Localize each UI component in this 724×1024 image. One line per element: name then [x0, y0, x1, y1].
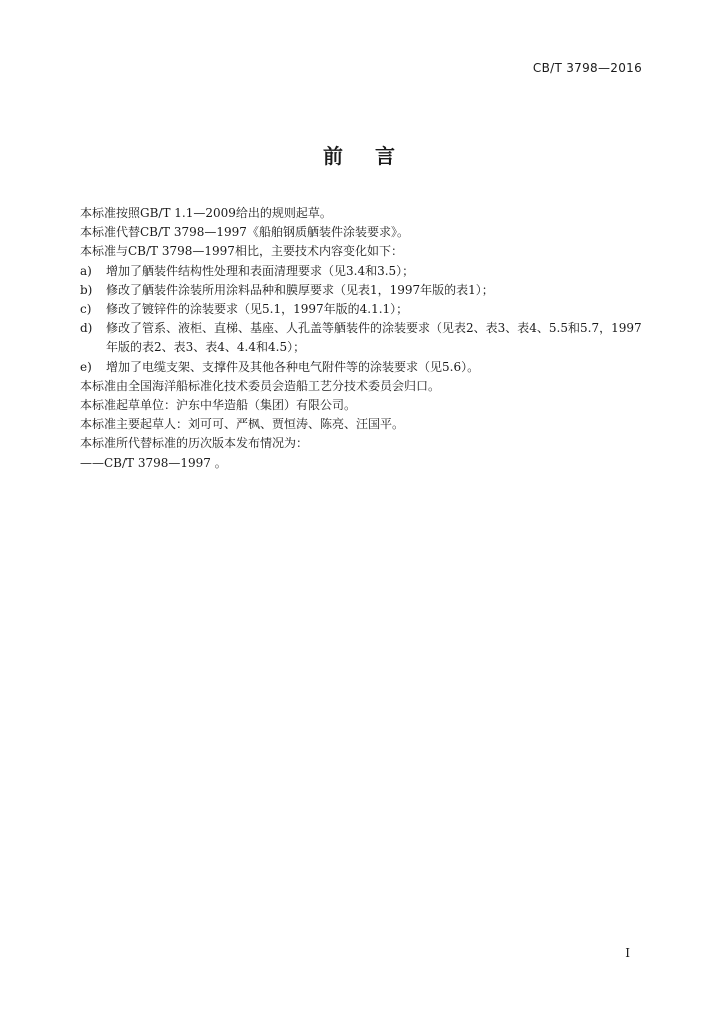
foreword-body: [80, 204, 646, 473]
list-item-change-b: [80, 281, 646, 300]
paragraph-drafting-unit: 本标准起草单位：沪东中华造船（集团）有限公司。: [80, 398, 357, 413]
page-number: I: [625, 946, 630, 960]
list-item-change-d: [80, 319, 646, 357]
paragraph-previous-edition-item: ——CB/T 3798—1997 。: [80, 455, 227, 470]
list-item-text: 修改了舾装件涂装所用涂料品种和膜厚要求（见表1，1997年版的表1）；: [106, 282, 494, 297]
list-marker: a): [80, 263, 92, 278]
paragraph-previous-editions: 本标准所代替标准的历次版本发布情况为：: [80, 436, 309, 451]
list-item-text: 增加了舾装件结构性处理和表面清理要求（见3.4和3.5）；: [106, 263, 415, 278]
list-marker: e): [80, 359, 92, 374]
paragraph-changes-intro: 本标准与CB/T 3798—1997相比，主要技术内容变化如下：: [80, 244, 403, 259]
list-item-text: 修改了管系、液柜、直梯、基座、人孔盖等舾装件的涂装要求（见表2、表3、表4、5.5和5.7，1997年版的表2、表3、表4、4.4和4.5）；: [106, 321, 642, 355]
list-marker: b): [80, 282, 93, 297]
list-item-change-e: [80, 358, 646, 377]
list-marker: c): [80, 302, 92, 317]
list-item-change-a: [80, 262, 646, 281]
paragraph-administration: 本标准由全国海洋船标准化技术委员会造船工艺分技术委员会归口。: [80, 378, 441, 393]
list-item-text: 增加了电缆支架、支撑件及其他各种电气附件等的涂装要求（见5.6）。: [106, 359, 480, 374]
list-marker: d): [80, 321, 93, 336]
page-title: 前 言: [323, 144, 401, 168]
standard-code: CB/T 3798—2016: [532, 61, 642, 75]
list-item-text: 修改了镀锌件的涂装要求（见5.1，1997年版的4.1.1）；: [106, 302, 409, 317]
paragraph-drafters: 本标准主要起草人：刘可可、严枫、贾恒涛、陈亮、汪国平。: [80, 417, 405, 432]
paragraph-replaces: 本标准代替CB/T 3798—1997《船舶钢质舾装件涂装要求》。: [80, 225, 409, 240]
paragraph-drafting-rules: 本标准按照GB/T 1.1—2009给出的规则起草。: [80, 206, 332, 220]
list-item-change-c: [80, 300, 646, 319]
